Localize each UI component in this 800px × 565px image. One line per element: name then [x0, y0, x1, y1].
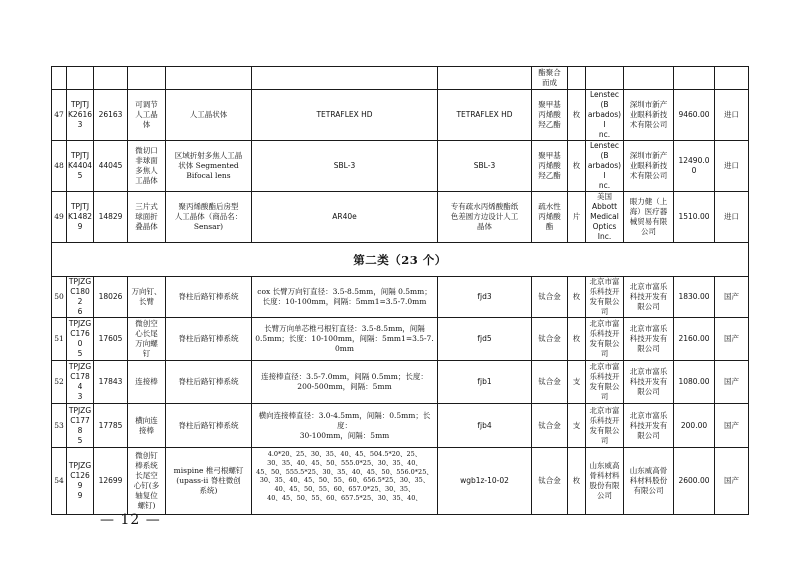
category-cell: 万向钉、 长臂 [128, 277, 166, 318]
price-cell: 1510.00 [674, 192, 715, 243]
spec-cell: 长臂万向单芯椎弓根钉直径：3.5-8.5mm，间隔 0.5mm；长度：10-100mm，间隔：5mm1=3.5-7.0mm [252, 318, 438, 361]
material-cell: 钛合金 [532, 404, 568, 448]
manufacturer-cell: Lenstec(B arbados)I nc. [586, 141, 624, 192]
material-cell: 钛合金 [532, 361, 568, 404]
supplier-cell: 北京市富乐 科技开发有 限公司 [624, 361, 674, 404]
table-row [52, 192, 749, 243]
material-cell: 疏水性 丙烯酸 酯 [532, 192, 568, 243]
supplier-cell: 北京市富乐 科技开发有 限公司 [624, 404, 674, 448]
supplier-cell: 山东威高骨 科材料股份 有限公司 [624, 448, 674, 515]
table-row [52, 141, 749, 192]
section-header-row [52, 243, 749, 277]
manufacturer-cell: 美国 Abbott Medical Optics Inc. [586, 192, 624, 243]
product-name: 脊柱后路钉棒系统 [166, 277, 252, 318]
material-cell: 聚甲基 丙烯酸 羟乙酯 [532, 90, 568, 141]
product-id: 26163 [94, 90, 128, 141]
product-name: 聚丙烯酸酯后房型 人工晶体（商品名： Sensar) [166, 192, 252, 243]
row-number: 54 [52, 448, 67, 515]
row-number: 52 [52, 361, 67, 404]
spec-cell: SBL-3 [252, 141, 438, 192]
row-number: 49 [52, 192, 67, 243]
table-row [52, 90, 749, 141]
product-code: TPJZG C1784 3 [67, 361, 94, 404]
price-cell: 1830.00 [674, 277, 715, 318]
product-id: 44045 [94, 141, 128, 192]
material-cell: 聚甲基 丙烯酸 羟乙酯 [532, 141, 568, 192]
product-code: TPJZG C1760 5 [67, 318, 94, 361]
model-cell: fjd5 [438, 318, 532, 361]
origin-cell: 国产 [715, 361, 749, 404]
category-cell: 连接棒 [128, 361, 166, 404]
origin-cell: 进口 [715, 192, 749, 243]
row-number: 53 [52, 404, 67, 448]
table-row [52, 318, 749, 361]
row-number: 48 [52, 141, 67, 192]
material-cell: 钛合金 [532, 277, 568, 318]
unit-cell: 片 [568, 192, 586, 243]
category-cell: 微切口 非球面 多焦人 工晶体 [128, 141, 166, 192]
spec-cell: cox 长臂万向钉直径：3.5-8.5mm，间隔 0.5mm； 长度：10-100mm，间隔：5mm1=3.5-7.0mm [252, 277, 438, 318]
product-name: 脊柱后路钉棒系统 [166, 318, 252, 361]
unit-cell: 枚 [568, 90, 586, 141]
model-cell: TETRAFLEX HD [438, 90, 532, 141]
manufacturer-cell: 北京市富 乐科技开 发有限公 司 [586, 277, 624, 318]
unit-cell: 枚 [568, 318, 586, 361]
spec-cell: 连接棒直径：3.5-7.0mm，间隔 0.5mm；长度： 200-500mm，间隔：5mm [252, 361, 438, 404]
spec-cell: AR40e [252, 192, 438, 243]
material-cell: 钛合金 [532, 318, 568, 361]
row-number: 51 [52, 318, 67, 361]
spec-cell: 4.0*20、25、30、35、40、45、504.5*20、25、 30、35、40、45、50、555.0*25、30、35、40、 45、50、555.5*25、30、35、40、45、50、556.0*25、 30、35、40、45、50、55、60、656.5*25、30、35、 40、45、50、55、60、657.0*25、30、35、 40、45、50、55、60、657.5*25、30、35、40、 [252, 448, 438, 515]
price-cell: 2160.00 [674, 318, 715, 361]
price-cell: 2600.00 [674, 448, 715, 515]
spec-cell: 横向连接棒直径：3.0-4.5mm，间隔：0.5mm；长度： 30-100mm，间隔：5mm [252, 404, 438, 448]
origin-cell: 国产 [715, 318, 749, 361]
model-cell: 专有疏水丙烯酸酯纸 色差圆方边设计人工 晶体 [438, 192, 532, 243]
material-cell: 钛合金 [532, 448, 568, 515]
unit-cell: 枚 [568, 141, 586, 192]
category-cell: 微创空 心长尾 万向螺 钉 [128, 318, 166, 361]
origin-cell: 进口 [715, 90, 749, 141]
model-cell: fjb4 [438, 404, 532, 448]
manufacturer-cell: 北京市富 乐科技开 发有限公 司 [586, 361, 624, 404]
origin-cell: 进口 [715, 141, 749, 192]
product-name: 区域折射多焦人工晶 状体 Segmented Bifocal lens [166, 141, 252, 192]
manufacturer-cell: Lenstec(B arbados)I nc. [586, 90, 624, 141]
product-code: TPJZG C1802 6 [67, 277, 94, 318]
model-cell: fjb1 [438, 361, 532, 404]
supplier-cell: 深圳市新产 业眼科新技 术有限公司 [624, 90, 674, 141]
unit-cell: 支 [568, 361, 586, 404]
product-id: 17605 [94, 318, 128, 361]
product-id: 14829 [94, 192, 128, 243]
product-code: TPJTJ K4404 5 [67, 141, 94, 192]
table-row [52, 277, 749, 318]
origin-cell: 国产 [715, 404, 749, 448]
price-cell: 200.00 [674, 404, 715, 448]
row-number: 50 [52, 277, 67, 318]
product-id: 18026 [94, 277, 128, 318]
unit-cell: 枚 [568, 277, 586, 318]
table-row [52, 404, 749, 448]
product-name: 脊柱后路钉棒系统 [166, 404, 252, 448]
supplier-cell: 深圳市新产 业眼科新技 术有限公司 [624, 141, 674, 192]
product-name: 脊柱后路钉棒系统 [166, 361, 252, 404]
model-cell: fjd3 [438, 277, 532, 318]
unit-cell: 支 [568, 404, 586, 448]
product-code: TPJZG C1269 9 [67, 448, 94, 515]
manufacturer-cell: 山东威高 骨科材料 股份有限 公司 [586, 448, 624, 515]
manufacturer-cell: 北京市富 乐科技开 发有限公 司 [586, 318, 624, 361]
section-title: 第二类（23 个） [52, 243, 749, 277]
origin-cell: 国产 [715, 448, 749, 515]
supplier-cell: 眼力健（上 海）医疗器 械贸易有限 公司 [624, 192, 674, 243]
product-name: mispine 椎弓根螺钉 (upass-ii 脊柱微创 系统) [166, 448, 252, 515]
product-id: 17843 [94, 361, 128, 404]
product-code: TPJTJ K1482 9 [67, 192, 94, 243]
model-cell: SBL-3 [438, 141, 532, 192]
price-cell: 9460.00 [674, 90, 715, 141]
category-cell: 横向连 接棒 [128, 404, 166, 448]
model-cell: wgb1z-10-02 [438, 448, 532, 515]
category-cell: 微创钉 棒系统 长尾空 心钉(多 轴复位 螺钉) [128, 448, 166, 515]
category-cell: 三片式 球面折 叠晶体 [128, 192, 166, 243]
spec-cell: TETRAFLEX HD [252, 90, 438, 141]
table-row [52, 448, 749, 515]
supplier-cell: 北京市富乐 科技开发有 限公司 [624, 277, 674, 318]
manufacturer-cell: 北京市富 乐科技开 发有限公 司 [586, 404, 624, 448]
material-cell: 酯聚合 而成 [532, 67, 568, 90]
product-name: 人工晶状体 [166, 90, 252, 141]
table-row [52, 361, 749, 404]
row-number: 47 [52, 90, 67, 141]
price-cell: 12490.0 0 [674, 141, 715, 192]
product-id: 12699 [94, 448, 128, 515]
category-cell: 可调节 人工晶 体 [128, 90, 166, 141]
table-row [52, 67, 749, 90]
unit-cell: 枚 [568, 448, 586, 515]
product-code: TPJTJ K2616 3 [67, 90, 94, 141]
product-table [51, 66, 749, 515]
price-cell: 1080.00 [674, 361, 715, 404]
page-number: — 12 — [100, 512, 161, 528]
product-code: TPJZG C1778 5 [67, 404, 94, 448]
origin-cell: 国产 [715, 277, 749, 318]
supplier-cell: 北京市富乐 科技开发有 限公司 [624, 318, 674, 361]
product-id: 17785 [94, 404, 128, 448]
